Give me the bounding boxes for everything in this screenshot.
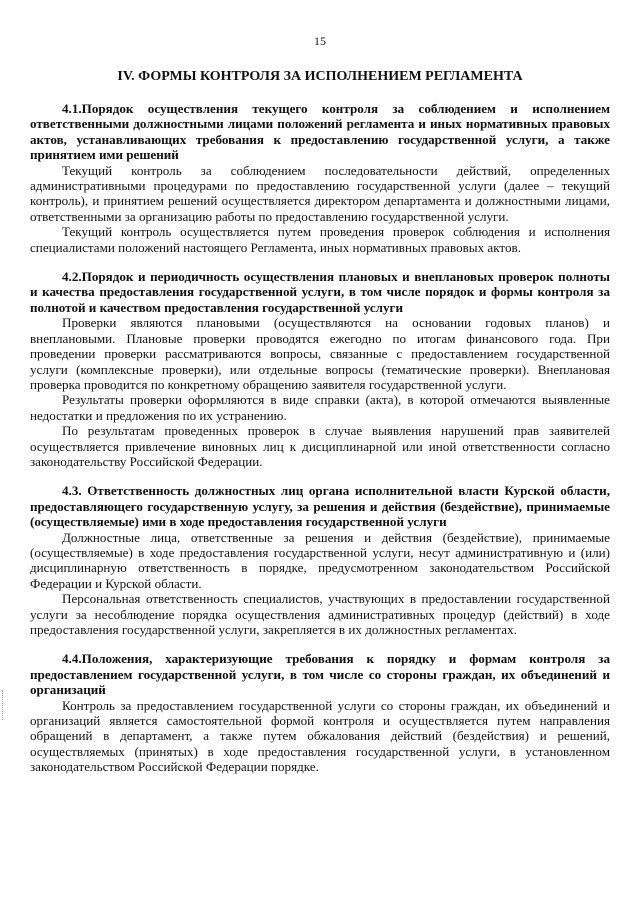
section-heading: 4.2.Порядок и периодичность осуществления плановых и внеплановых проверок полноты и качества предоставления государственной услуги, в том числе порядок и формы контроля за полнотой и качеством предоставления государственной услуги — [30, 269, 610, 315]
paragraph: По результатам проведенных проверок в случае выявления нарушений прав заявителей осуществляется привлечение виновных лиц к дисциплинарной или иной ответственности согласно законодательству Российской Федерации. — [30, 423, 610, 469]
section-4-2 — [30, 269, 610, 469]
paragraph: Проверки являются плановыми (осуществляются на основании годовых планов) и внеплановыми. Плановые проверки проводятся ежегодно по итогам финансового года. При проведении проверки рассматриваются вопросы, связанные с предоставлением государственной услуги (комплексные проверки), или отдельные вопросы (тематические проверки). Внеплановая проверка проводится по конкретному обращению заявителя государственной услуги. — [30, 315, 610, 392]
page-number: 15 — [314, 34, 326, 48]
chapter-title: IV. ФОРМЫ КОНТРОЛЯ ЗА ИСПОЛНЕНИЕМ РЕГЛАМЕНТА — [117, 69, 523, 84]
paragraph: Должностные лица, ответственные за решения и действия (бездействие), принимаемые (осуществляемые) в ходе предоставления государственной услуги, несут административную и (или) дисциплинарную ответственность в порядке, предусмотренном законодательством Российской Федерации и Курской области. — [30, 529, 610, 591]
paragraph: Текущий контроль за соблюдением последовательности действий, определенных административными процедурами по предоставлению государственной услуги (далее – текущий контроль), и принятием решений осуществляется директором департамента и должностными лицами, ответственными за организацию работы по предоставлению государственной услуги. — [30, 162, 610, 224]
scan-margin-mark — [2, 690, 5, 720]
section-heading: 4.3. Ответственность должностных лиц органа исполнительной власти Курской области, предоставляющего государственную услугу, за решения и действия (бездействие), принимаемые (осуществляемые) ими в ходе предоставления государственной услуги — [30, 483, 610, 530]
section-4-3 — [30, 483, 610, 637]
section-heading: 4.4.Положения, характеризующие требования к порядку и формам контроля за предоставлением государственной услуги, в том числе со стороны граждан, их объединений и организаций — [30, 651, 610, 698]
paragraph: Результаты проверки оформляются в виде справки (акта), в которой отмечаются выявленные недостатки и предложения по их устранению. — [30, 392, 610, 423]
section-4-1 — [30, 101, 610, 255]
section-4-4 — [30, 651, 610, 774]
paragraph: Контроль за предоставлением государственной услуги со стороны граждан, их объединений и организаций является самостоятельной формой контроля и осуществляется путем направления обращений в департамент, а также путем обжалования действий (бездействия) и решений, осуществляемых (принятых) в ходе предоставления государственной услуги, в установленном законодательством Российской Федерации порядке. — [30, 697, 610, 775]
paragraph: Персональная ответственность специалистов, участвующих в предоставлении государственной услуги за несоблюдение порядка осуществления административных процедур (действий) в ходе предоставления государственной услуги, закрепляется в их должностных регламентах. — [30, 591, 610, 637]
paragraph: Текущий контроль осуществляется путем проведения проверок соблюдения и исполнения специалистами положений настоящего Регламента, иных нормативных правовых актов. — [30, 224, 610, 255]
section-heading: 4.1.Порядок осуществления текущего контроля за соблюдением и исполнением ответственными должностными лицами положений регламента и иных нормативных правовых актов, устанавливающих требования к предоставлению государственной услуги, а также принятием ими решений — [30, 101, 610, 163]
document-page — [30, 34, 610, 775]
